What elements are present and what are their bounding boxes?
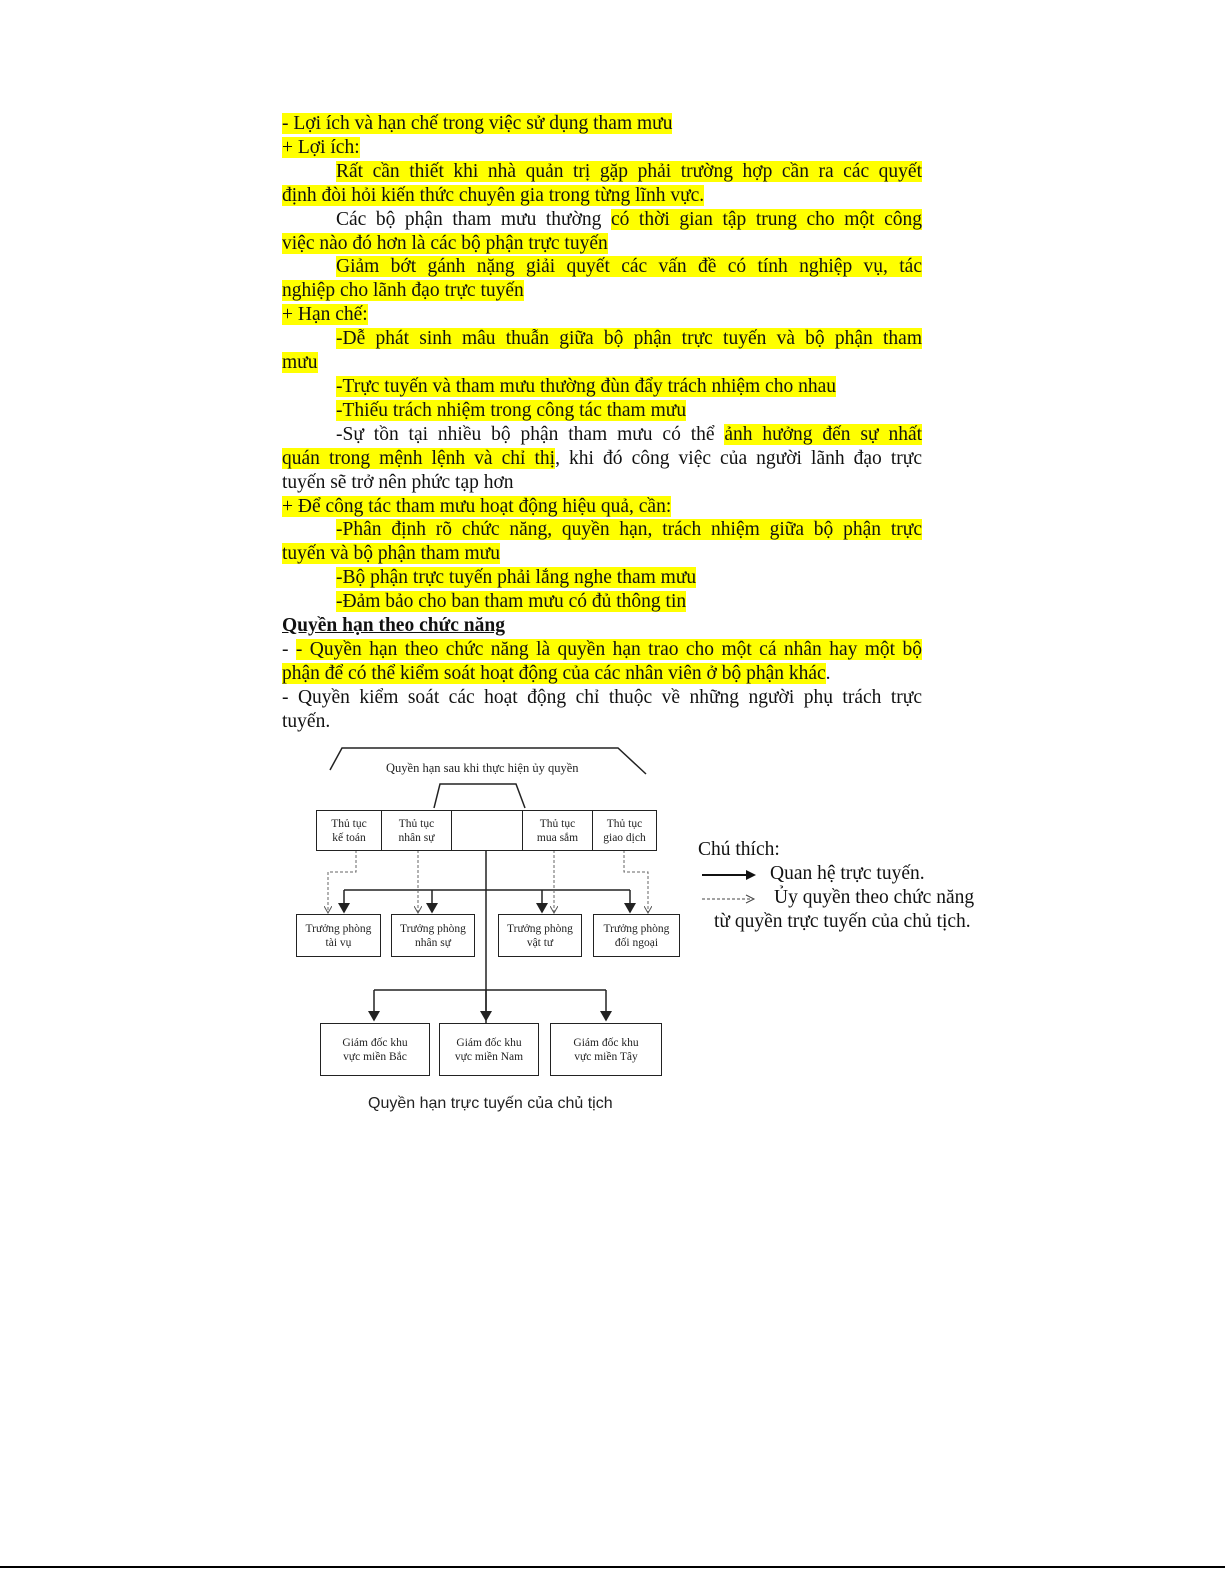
text-line: -Dễ phát sinh mâu thuẫn giữa bộ phận trực tuyến và bộ phận tham bbox=[336, 328, 922, 350]
regional-director-box: Giám đốc khu vực miền Nam bbox=[439, 1023, 539, 1076]
procedure-box: Thủ tục nhân sự bbox=[381, 810, 452, 851]
text-line: Rất cần thiết khi nhà quản trị gặp phải trường hợp cần ra các quyết bbox=[336, 160, 922, 182]
text-line: - Quyền kiểm soát các hoạt động chỉ thuộc về những người phụ trách trực bbox=[282, 686, 922, 708]
text-line: + Để công tác tham mưu hoạt động hiệu quả, cần: bbox=[282, 495, 672, 517]
solid-arrow-icon bbox=[702, 868, 758, 882]
procedure-box: Thủ tục giao dịch bbox=[592, 810, 657, 851]
text-line: Giảm bớt gánh nặng giải quyết các vấn đề có tính nghiệp vụ, tác bbox=[336, 256, 922, 278]
procedure-box: Thủ tục kế toán bbox=[316, 810, 382, 851]
authority-diagram bbox=[290, 740, 690, 1090]
diagram-caption: Quyền hạn trực tuyến của chủ tịch bbox=[368, 1095, 613, 1112]
department-head-box: Trưởng phòng đối ngoại bbox=[593, 914, 680, 957]
regional-director-box: Giám đốc khu vực miền Bắc bbox=[320, 1023, 430, 1076]
procedure-box bbox=[451, 810, 523, 851]
text-line: quán trong mệnh lệnh và chỉ thị, khi đó công việc của người lãnh đạo trực bbox=[282, 447, 922, 469]
legend-title: Chú thích: bbox=[698, 839, 780, 860]
document-body bbox=[282, 112, 922, 734]
legend-dashed-row: Ủy quyền theo chức năng bbox=[698, 886, 1018, 910]
text-line: + Lợi ích: bbox=[282, 136, 360, 158]
text-line: định đòi hỏi kiến thức chuyên gia trong từng lĩnh vực. bbox=[282, 184, 705, 206]
legend-dashed-cont: từ quyền trực tuyến của chủ tịch. bbox=[714, 911, 971, 932]
text-line: mưu bbox=[282, 352, 318, 374]
text-line: -Đảm bảo cho ban tham mưu có đủ thông tin bbox=[336, 591, 687, 613]
text-line: -Sự tồn tại nhiều bộ phận tham mưu có thể ảnh hưởng đến sự nhất bbox=[336, 423, 923, 445]
text-line: -Phân định rõ chức năng, quyền hạn, trách nhiệm giữa bộ phận trực bbox=[336, 519, 922, 541]
delegation-label: Quyền hạn sau khi thực hiện ủy quyền bbox=[386, 761, 579, 775]
department-head-box: Trưởng phòng vật tư bbox=[498, 914, 582, 957]
text-line: tuyến. bbox=[282, 710, 331, 732]
text-line: + Hạn chế: bbox=[282, 304, 368, 326]
department-head-box: Trưởng phòng tài vụ bbox=[296, 914, 381, 957]
text-line: - Lợi ích và hạn chế trong việc sử dụng tham mưu bbox=[282, 113, 673, 134]
text-line: nghiệp cho lãnh đạo trực tuyến bbox=[282, 280, 524, 302]
text-line: tuyến và bộ phận tham mưu bbox=[282, 543, 500, 565]
text-line: -Thiếu trách nhiệm trong công tác tham mưu bbox=[336, 399, 687, 421]
legend bbox=[698, 838, 1018, 934]
text-line: việc nào đó hơn là các bộ phận trực tuyến bbox=[282, 232, 608, 254]
procedure-box: Thủ tục mua sắm bbox=[522, 810, 593, 851]
inner-bracket bbox=[434, 784, 525, 808]
text-line: -Bộ phận trực tuyến phải lắng nghe tham mưu bbox=[336, 567, 697, 589]
legend-solid-row: Quan hệ trực tuyến. bbox=[698, 862, 1018, 886]
dashed-arrow-icon bbox=[702, 892, 758, 906]
department-head-box: Trưởng phòng nhân sự bbox=[391, 914, 475, 957]
text-line: Các bộ phận tham mưu thường có thời gian tập trung cho một công bbox=[336, 208, 922, 230]
text-line: tuyến sẽ trở nên phức tạp hơn bbox=[282, 471, 514, 493]
section-heading: Quyền hạn theo chức năng bbox=[282, 615, 505, 637]
regional-director-box: Giám đốc khu vực miền Tây bbox=[550, 1023, 662, 1076]
text-line: phận để có thể kiểm soát hoạt động của các nhân viên ở bộ phận khác. bbox=[282, 662, 831, 684]
text-line: - - Quyền hạn theo chức năng là quyền hạn trao cho một cá nhân hay một bộ bbox=[282, 638, 923, 660]
page-bottom-rule bbox=[0, 1566, 1225, 1568]
text-line: -Trực tuyến và tham mưu thường đùn đẩy trách nhiệm cho nhau bbox=[336, 375, 836, 397]
